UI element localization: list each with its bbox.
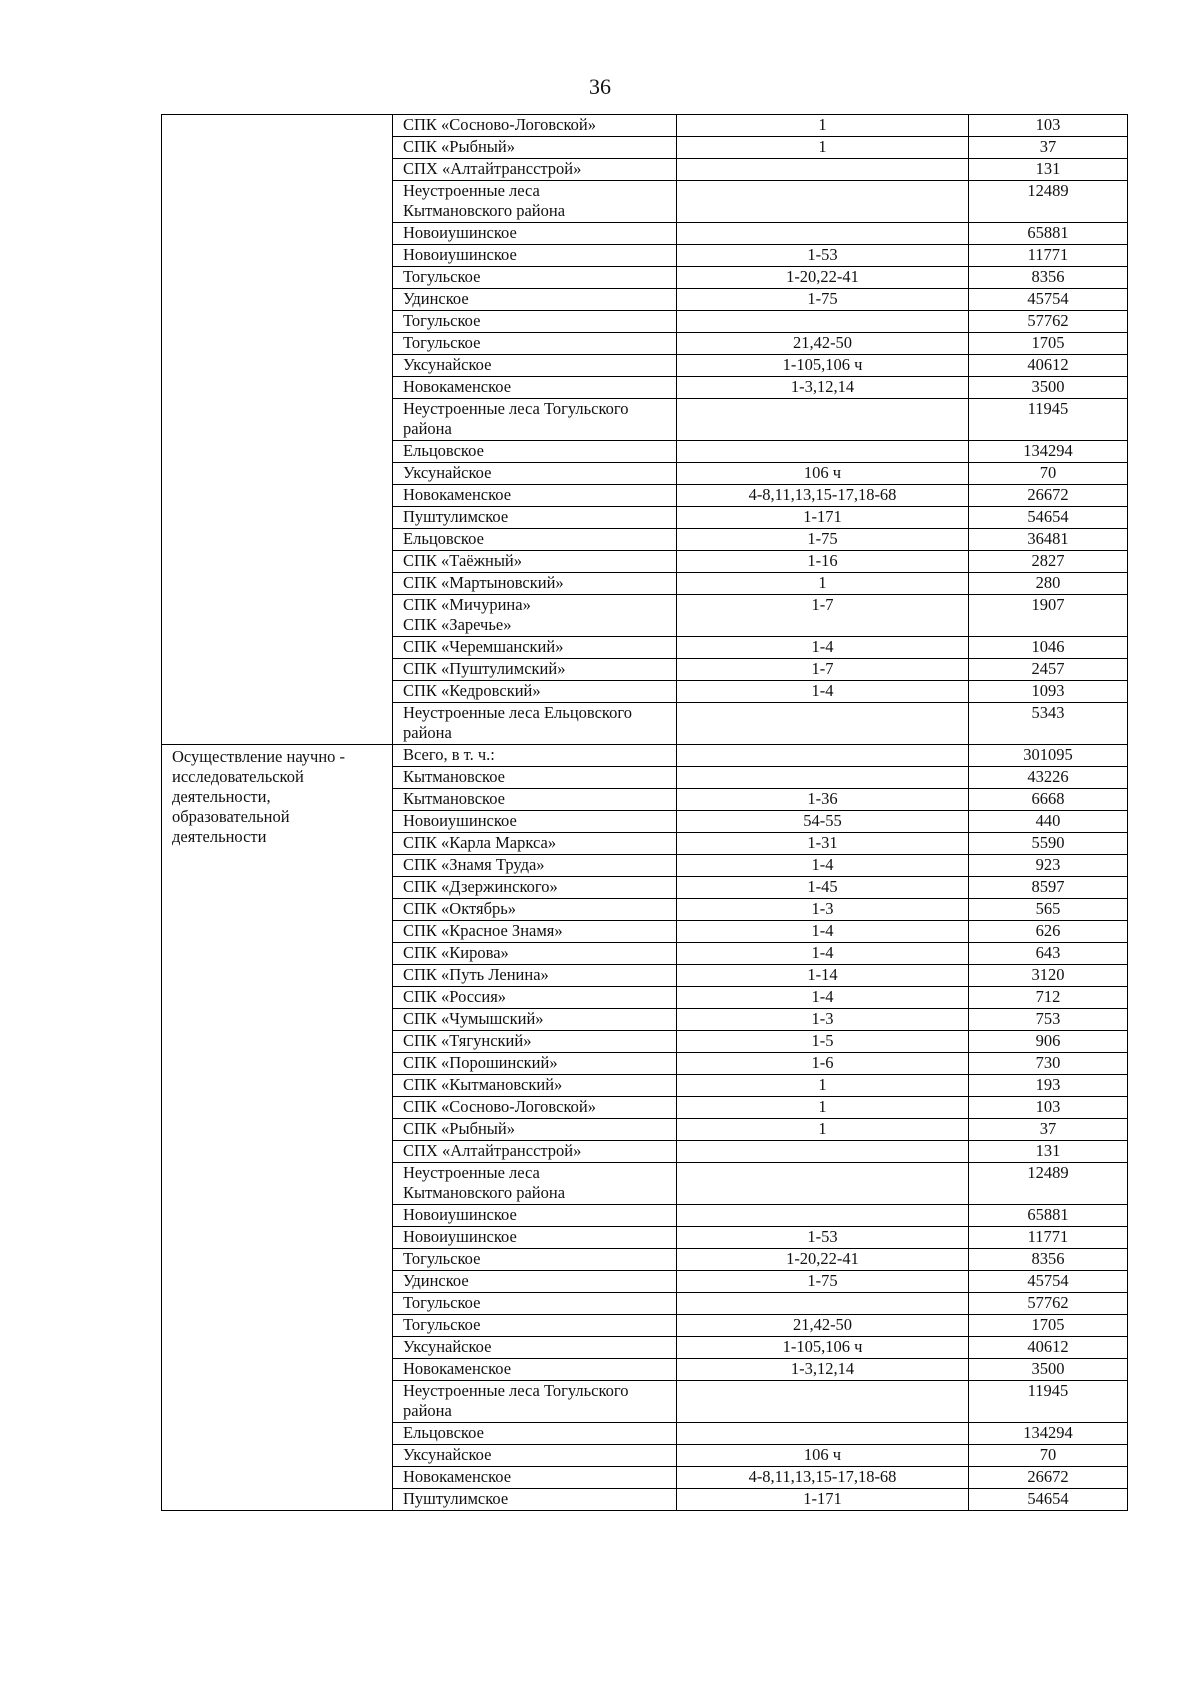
forestry-name-cell: СПК «Знамя Труда» xyxy=(393,855,677,877)
quarter-numbers-cell xyxy=(677,1163,969,1205)
forest-plots-table xyxy=(161,114,1128,1511)
forestry-name-cell: Неустроенные леса Ельцовского района xyxy=(393,703,677,745)
forestry-name-cell: СПК «Кытмановский» xyxy=(393,1075,677,1097)
forestry-name-cell: Уксунайское xyxy=(393,463,677,485)
forestry-name-cell: Новоиушинское xyxy=(393,223,677,245)
forestry-name-cell: СПК «Таёжный» xyxy=(393,551,677,573)
area-cell: 1046 xyxy=(969,637,1128,659)
forestry-name-cell: СПК «Красное Знамя» xyxy=(393,921,677,943)
area-cell: 11771 xyxy=(969,1227,1128,1249)
quarter-numbers-cell: 1-3 xyxy=(677,1009,969,1031)
quarter-numbers-cell: 1-171 xyxy=(677,507,969,529)
forestry-name-cell: Тогульское xyxy=(393,1315,677,1337)
forestry-name-cell: СПК «Черемшанский» xyxy=(393,637,677,659)
forestry-name-cell: Тогульское xyxy=(393,267,677,289)
area-cell: 12489 xyxy=(969,181,1128,223)
table-row xyxy=(162,745,1128,767)
forestry-name-cell: СПК «Мартыновский» xyxy=(393,573,677,595)
area-cell: 103 xyxy=(969,1097,1128,1119)
area-cell: 131 xyxy=(969,1141,1128,1163)
forestry-name-cell: Новоиушинское xyxy=(393,1227,677,1249)
forestry-name-cell: СПК «Мичурина» СПК «Заречье» xyxy=(393,595,677,637)
area-cell: 70 xyxy=(969,463,1128,485)
area-cell: 26672 xyxy=(969,485,1128,507)
area-cell: 626 xyxy=(969,921,1128,943)
forestry-name-cell: Уксунайское xyxy=(393,1337,677,1359)
quarter-numbers-cell xyxy=(677,223,969,245)
quarter-numbers-cell: 1-4 xyxy=(677,921,969,943)
area-cell: 70 xyxy=(969,1445,1128,1467)
quarter-numbers-cell: 1-7 xyxy=(677,659,969,681)
area-cell: 565 xyxy=(969,899,1128,921)
area-cell: 54654 xyxy=(969,1489,1128,1511)
forestry-name-cell: Новокаменское xyxy=(393,377,677,399)
area-cell: 2457 xyxy=(969,659,1128,681)
area-cell: 5343 xyxy=(969,703,1128,745)
quarter-numbers-cell: 1-3,12,14 xyxy=(677,377,969,399)
forestry-name-cell: Неустроенные леса Кытмановского района xyxy=(393,181,677,223)
area-cell: 712 xyxy=(969,987,1128,1009)
quarter-numbers-cell: 1-36 xyxy=(677,789,969,811)
forestry-name-cell: Пуштулимское xyxy=(393,507,677,529)
forestry-name-cell: Неустроенные леса Кытмановского района xyxy=(393,1163,677,1205)
area-cell: 131 xyxy=(969,159,1128,181)
forestry-name-cell: СПК «Тягунский» xyxy=(393,1031,677,1053)
area-cell: 11771 xyxy=(969,245,1128,267)
area-cell: 43226 xyxy=(969,767,1128,789)
quarter-numbers-cell xyxy=(677,745,969,767)
quarter-numbers-cell: 1-6 xyxy=(677,1053,969,1075)
quarter-numbers-cell xyxy=(677,159,969,181)
area-cell: 45754 xyxy=(969,1271,1128,1293)
area-cell: 12489 xyxy=(969,1163,1128,1205)
area-cell: 1907 xyxy=(969,595,1128,637)
quarter-numbers-cell xyxy=(677,311,969,333)
area-cell: 5590 xyxy=(969,833,1128,855)
forestry-name-cell: СПК «Россия» xyxy=(393,987,677,1009)
forestry-name-cell: СПХ «Алтайтрансстрой» xyxy=(393,159,677,181)
quarter-numbers-cell: 1-75 xyxy=(677,289,969,311)
area-cell: 643 xyxy=(969,943,1128,965)
quarter-numbers-cell: 1-3 xyxy=(677,899,969,921)
area-cell: 65881 xyxy=(969,223,1128,245)
area-cell: 134294 xyxy=(969,441,1128,463)
forestry-name-cell: СПХ «Алтайтрансстрой» xyxy=(393,1141,677,1163)
forestry-name-cell: Тогульское xyxy=(393,1249,677,1271)
forestry-name-cell: Ельцовское xyxy=(393,441,677,463)
quarter-numbers-cell: 1-171 xyxy=(677,1489,969,1511)
area-cell: 280 xyxy=(969,573,1128,595)
area-cell: 8356 xyxy=(969,267,1128,289)
area-cell: 26672 xyxy=(969,1467,1128,1489)
area-cell: 3120 xyxy=(969,965,1128,987)
quarter-numbers-cell: 1-105,106 ч xyxy=(677,355,969,377)
forestry-name-cell: Ельцовское xyxy=(393,1423,677,1445)
area-cell: 1093 xyxy=(969,681,1128,703)
forestry-name-cell: Новокаменское xyxy=(393,1359,677,1381)
forestry-name-cell: Уксунайское xyxy=(393,1445,677,1467)
quarter-numbers-cell: 1 xyxy=(677,1119,969,1141)
area-cell: 1705 xyxy=(969,333,1128,355)
area-cell: 11945 xyxy=(969,399,1128,441)
quarter-numbers-cell xyxy=(677,1423,969,1445)
quarter-numbers-cell xyxy=(677,1205,969,1227)
area-cell: 36481 xyxy=(969,529,1128,551)
quarter-numbers-cell: 1-53 xyxy=(677,245,969,267)
area-cell: 923 xyxy=(969,855,1128,877)
quarter-numbers-cell xyxy=(677,1381,969,1423)
quarter-numbers-cell xyxy=(677,181,969,223)
quarter-numbers-cell: 21,42-50 xyxy=(677,1315,969,1337)
area-cell: 3500 xyxy=(969,1359,1128,1381)
quarter-numbers-cell: 1-20,22-41 xyxy=(677,1249,969,1271)
area-cell: 906 xyxy=(969,1031,1128,1053)
forestry-name-cell: СПК «Сосново-Логовской» xyxy=(393,1097,677,1119)
forestry-name-cell: СПК «Сосново-Логовской» xyxy=(393,115,677,137)
quarter-numbers-cell: 1-4 xyxy=(677,987,969,1009)
area-cell: 193 xyxy=(969,1075,1128,1097)
area-cell: 440 xyxy=(969,811,1128,833)
quarter-numbers-cell: 1-4 xyxy=(677,637,969,659)
quarter-numbers-cell xyxy=(677,1141,969,1163)
forestry-name-cell: Кытмановское xyxy=(393,767,677,789)
forestry-name-cell: Кытмановское xyxy=(393,789,677,811)
quarter-numbers-cell: 1-105,106 ч xyxy=(677,1337,969,1359)
area-cell: 40612 xyxy=(969,1337,1128,1359)
forestry-name-cell: СПК «Дзержинского» xyxy=(393,877,677,899)
quarter-numbers-cell xyxy=(677,441,969,463)
purpose-cell xyxy=(162,115,393,745)
forestry-name-cell: Новокаменское xyxy=(393,485,677,507)
purpose-cell: Осуществление научно - исследовательской деятельности, образовательной деятельности xyxy=(162,745,393,1511)
area-cell: 6668 xyxy=(969,789,1128,811)
quarter-numbers-cell: 1-75 xyxy=(677,529,969,551)
forestry-name-cell: Новоиушинское xyxy=(393,1205,677,1227)
forestry-name-cell: СПК «Порошинский» xyxy=(393,1053,677,1075)
forestry-name-cell: Неустроенные леса Тогульского района xyxy=(393,1381,677,1423)
quarter-numbers-cell: 1-5 xyxy=(677,1031,969,1053)
area-cell: 3500 xyxy=(969,377,1128,399)
page-number: 36 xyxy=(589,74,611,99)
quarter-numbers-cell: 4-8,11,13,15-17,18-68 xyxy=(677,1467,969,1489)
forestry-name-cell: Новоиушинское xyxy=(393,811,677,833)
forestry-name-cell: СПК «Чумышский» xyxy=(393,1009,677,1031)
quarter-numbers-cell: 1-3,12,14 xyxy=(677,1359,969,1381)
area-cell: 40612 xyxy=(969,355,1128,377)
forestry-name-cell: СПК «Кедровский» xyxy=(393,681,677,703)
forestry-name-cell: Тогульское xyxy=(393,333,677,355)
area-cell: 301095 xyxy=(969,745,1128,767)
area-cell: 8356 xyxy=(969,1249,1128,1271)
forestry-name-cell: Неустроенные леса Тогульского района xyxy=(393,399,677,441)
forestry-name-cell: СПК «Октябрь» xyxy=(393,899,677,921)
quarter-numbers-cell: 1-4 xyxy=(677,855,969,877)
forestry-name-cell: СПК «Путь Ленина» xyxy=(393,965,677,987)
quarter-numbers-cell: 106 ч xyxy=(677,463,969,485)
quarter-numbers-cell: 4-8,11,13,15-17,18-68 xyxy=(677,485,969,507)
quarter-numbers-cell: 1-14 xyxy=(677,965,969,987)
forestry-name-cell: Уксунайское xyxy=(393,355,677,377)
forestry-name-cell: Тогульское xyxy=(393,311,677,333)
quarter-numbers-cell: 1-53 xyxy=(677,1227,969,1249)
quarter-numbers-cell: 1-16 xyxy=(677,551,969,573)
area-cell: 2827 xyxy=(969,551,1128,573)
quarter-numbers-cell: 106 ч xyxy=(677,1445,969,1467)
table-body xyxy=(162,115,1128,1511)
quarter-numbers-cell: 1 xyxy=(677,573,969,595)
table-row xyxy=(162,115,1128,137)
area-cell: 103 xyxy=(969,115,1128,137)
quarter-numbers-cell: 1 xyxy=(677,1075,969,1097)
quarter-numbers-cell: 1 xyxy=(677,137,969,159)
area-cell: 57762 xyxy=(969,311,1128,333)
quarter-numbers-cell xyxy=(677,703,969,745)
area-cell: 753 xyxy=(969,1009,1128,1031)
area-cell: 57762 xyxy=(969,1293,1128,1315)
quarter-numbers-cell xyxy=(677,399,969,441)
forestry-name-cell: СПК «Карла Маркса» xyxy=(393,833,677,855)
forestry-name-cell: СПК «Кирова» xyxy=(393,943,677,965)
area-cell: 37 xyxy=(969,137,1128,159)
quarter-numbers-cell: 21,42-50 xyxy=(677,333,969,355)
forestry-name-cell: Новокаменское xyxy=(393,1467,677,1489)
quarter-numbers-cell: 1-20,22-41 xyxy=(677,267,969,289)
forestry-name-cell: СПК «Рыбный» xyxy=(393,1119,677,1141)
area-cell: 11945 xyxy=(969,1381,1128,1423)
area-cell: 730 xyxy=(969,1053,1128,1075)
forestry-name-cell: СПК «Рыбный» xyxy=(393,137,677,159)
quarter-numbers-cell: 1 xyxy=(677,115,969,137)
quarter-numbers-cell: 1-75 xyxy=(677,1271,969,1293)
quarter-numbers-cell: 1-45 xyxy=(677,877,969,899)
area-cell: 45754 xyxy=(969,289,1128,311)
quarter-numbers-cell: 1 xyxy=(677,1097,969,1119)
quarter-numbers-cell: 1-4 xyxy=(677,943,969,965)
forestry-name-cell: СПК «Пуштулимский» xyxy=(393,659,677,681)
quarter-numbers-cell: 1-31 xyxy=(677,833,969,855)
quarter-numbers-cell xyxy=(677,1293,969,1315)
quarter-numbers-cell: 1-7 xyxy=(677,595,969,637)
area-cell: 1705 xyxy=(969,1315,1128,1337)
area-cell: 8597 xyxy=(969,877,1128,899)
area-cell: 134294 xyxy=(969,1423,1128,1445)
forestry-name-cell: Удинское xyxy=(393,1271,677,1293)
quarter-numbers-cell xyxy=(677,767,969,789)
forestry-name-cell: Тогульское xyxy=(393,1293,677,1315)
area-cell: 54654 xyxy=(969,507,1128,529)
area-cell: 37 xyxy=(969,1119,1128,1141)
forestry-name-cell: Новоиушинское xyxy=(393,245,677,267)
forestry-name-cell: Пуштулимское xyxy=(393,1489,677,1511)
forestry-name-cell: Удинское xyxy=(393,289,677,311)
forestry-name-cell: Всего, в т. ч.: xyxy=(393,745,677,767)
forestry-name-cell: Ельцовское xyxy=(393,529,677,551)
area-cell: 65881 xyxy=(969,1205,1128,1227)
quarter-numbers-cell: 54-55 xyxy=(677,811,969,833)
quarter-numbers-cell: 1-4 xyxy=(677,681,969,703)
